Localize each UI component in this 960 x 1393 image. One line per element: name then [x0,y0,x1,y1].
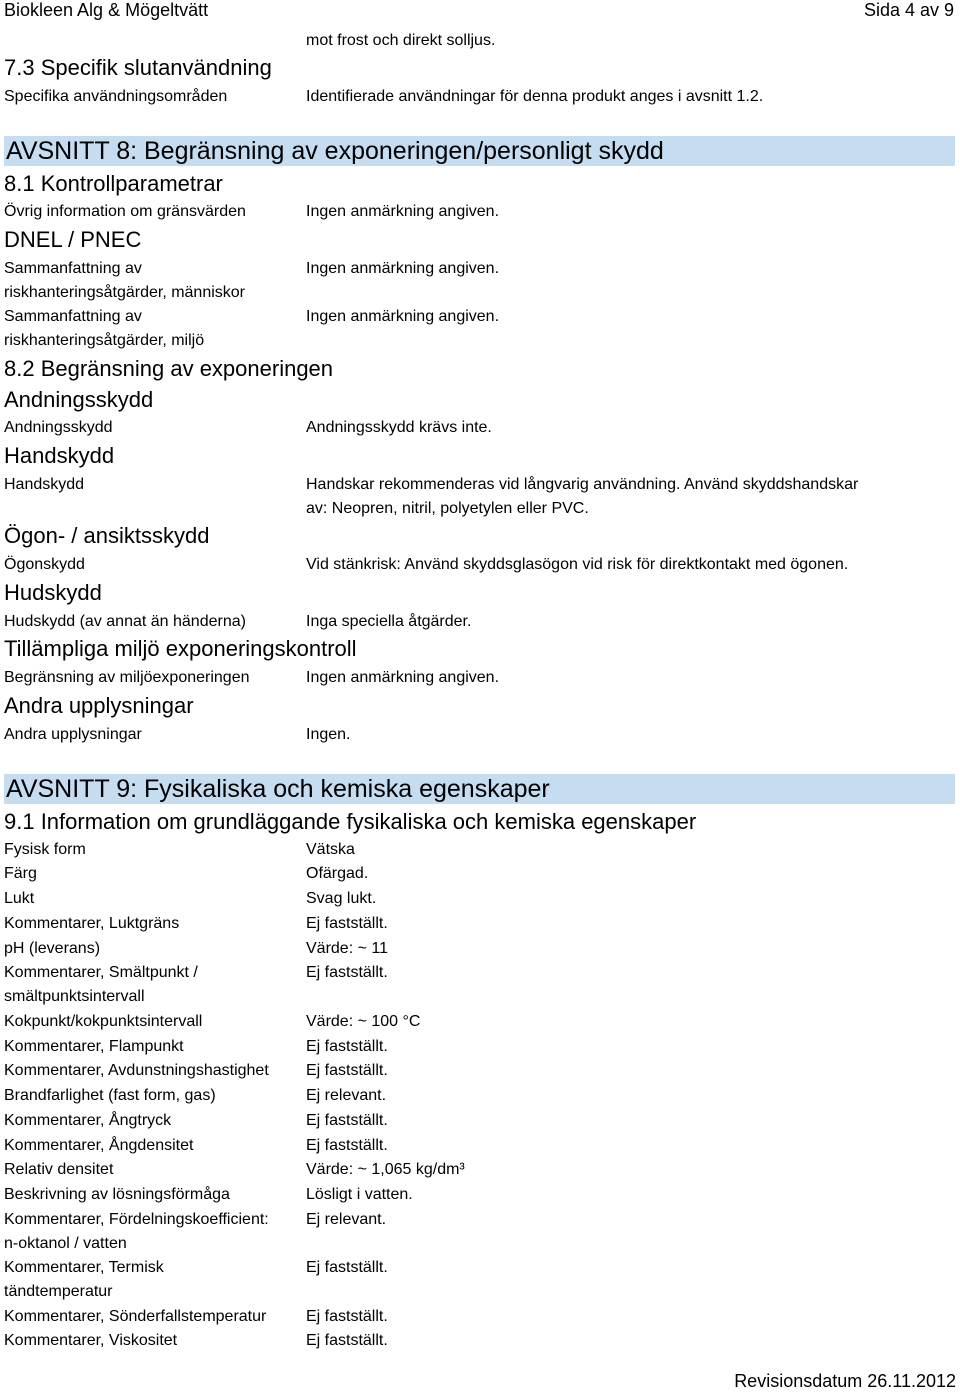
hand-label: Handskydd [4,476,85,493]
property-value: Värde: ~ 1,065 kg/dm³ [306,1161,465,1178]
property-value: Vätska [306,841,355,858]
page-number: Sida 4 av 9 [863,0,954,20]
property-value: Ej relevant. [306,1087,387,1104]
eye-value: Vid stänkrisk: Använd skyddsglasögon vid risk för direktkontakt med ögonen. [306,556,849,573]
property-value: Ej fastställt. [306,1259,388,1276]
hand-value-line1: Handskar rekommenderas vid långvarig användning. Använd skyddshandskar [306,476,859,493]
property-label-line2: tändtemperatur [4,1283,113,1300]
other-info-heading: Andra upplysningar [4,693,194,718]
property-label: Kommentarer, Avdunstningshastighet [4,1062,269,1079]
property-value: Ej fastställt. [306,1137,388,1154]
property-value: Ej fastställt. [306,915,388,932]
property-label: Kommentarer, Luktgräns [4,915,180,932]
skin-label: Hudskydd (av annat än händerna) [4,613,246,630]
specific-uses-label: Specifika användningsområden [4,88,228,105]
env-control-value: Ingen anmärkning angiven. [306,669,500,686]
property-label: Kommentarer, Termisk [4,1259,164,1276]
property-value: Värde: ~ 100 °C [306,1013,421,1030]
respiratory-label: Andningsskydd [4,419,113,436]
property-value: Ej fastställt. [306,964,388,981]
env-label-line2: riskhanteringsåtgärder, miljö [4,332,205,349]
property-label: Färg [4,865,37,882]
section-8-2-heading: 8.2 Begränsning av exponeringen [4,356,334,381]
property-value: Ej fastställt. [306,1038,388,1055]
respiratory-heading: Andningsskydd [4,387,154,412]
skin-value: Inga speciella åtgärder. [306,613,472,630]
human-label-line1: Sammanfattning av [4,260,142,277]
property-label-line2: smältpunktsintervall [4,988,145,1005]
property-value: Ej fastställt. [306,1062,388,1079]
section-7-3-heading: 7.3 Specifik slutanvändning [4,55,272,80]
property-value: Ej fastställt. [306,1308,388,1325]
human-value: Ingen anmärkning angiven. [306,260,500,277]
limits-label: Övrig information om gränsvärden [4,203,246,220]
property-label: Kommentarer, Flampunkt [4,1038,184,1055]
property-value: Ej fastställt. [306,1332,388,1349]
property-value: Ej relevant. [306,1211,387,1228]
env-value: Ingen anmärkning angiven. [306,308,500,325]
property-value: Ej fastställt. [306,1112,388,1129]
hand-heading: Handskydd [4,443,115,468]
property-label: Relativ densitet [4,1161,114,1178]
property-label: pH (leverans) [4,940,101,957]
dnel-pnec-heading: DNEL / PNEC [4,227,142,252]
property-value: Ofärgad. [306,865,369,882]
property-value: Värde: ~ 11 [306,940,388,957]
skin-heading: Hudskydd [4,580,102,605]
property-label: Kommentarer, Smältpunkt / [4,964,198,981]
specific-uses-value: Identifierade användningar för denna produkt anges i avsnitt 1.2. [306,88,764,105]
property-label-line2: n-oktanol / vatten [4,1235,127,1252]
property-label: Kokpunkt/kokpunktsintervall [4,1013,203,1030]
document-title: Biokleen Alg & Mögeltvätt [4,0,209,20]
respiratory-value: Andningsskydd krävs inte. [306,419,492,436]
human-label-line2: riskhanteringsåtgärder, människor [4,284,246,301]
env-control-heading: Tillämpliga miljö exponeringskontroll [4,636,357,661]
property-label: Fysisk form [4,841,86,858]
revision-date: Revisionsdatum 26.11.2012 [734,1371,956,1391]
section-8-1-heading: 8.1 Kontrollparametrar [4,171,223,196]
section-9-1-heading: 9.1 Information om grundläggande fysikaliska och kemiska egenskaper [4,809,697,834]
hand-value-line2: av: Neopren, nitril, polyetylen eller PVC. [306,500,589,517]
eye-heading: Ögon- / ansiktsskydd [4,523,210,548]
property-label: Beskrivning av lösningsförmåga [4,1186,230,1203]
property-label: Kommentarer, Ångdensitet [4,1137,194,1154]
env-label-line1: Sammanfattning av [4,308,142,325]
section-8-banner: AVSNITT 8: Begränsning av exponeringen/personligt skydd [4,136,955,166]
property-label: Brandfarlighet (fast form, gas) [4,1087,216,1104]
property-label: Kommentarer, Fördelningskoefficient: [4,1211,269,1228]
other-info-value: Ingen. [306,726,351,743]
eye-label: Ögonskydd [4,556,85,573]
property-label: Lukt [4,890,35,907]
property-label: Kommentarer, Sönderfallstemperatur [4,1308,267,1325]
section-9-banner: AVSNITT 9: Fysikaliska och kemiska egenskaper [4,774,955,804]
property-value: Svag lukt. [306,890,377,907]
property-label: Kommentarer, Viskositet [4,1332,178,1349]
other-info-label: Andra upplysningar [4,726,142,743]
property-label: Kommentarer, Ångtryck [4,1112,172,1129]
limits-value: Ingen anmärkning angiven. [306,203,500,220]
property-value: Lösligt i vatten. [306,1186,413,1203]
storage-note: mot frost och direkt solljus. [306,32,496,49]
env-control-label: Begränsning av miljöexponeringen [4,669,250,686]
